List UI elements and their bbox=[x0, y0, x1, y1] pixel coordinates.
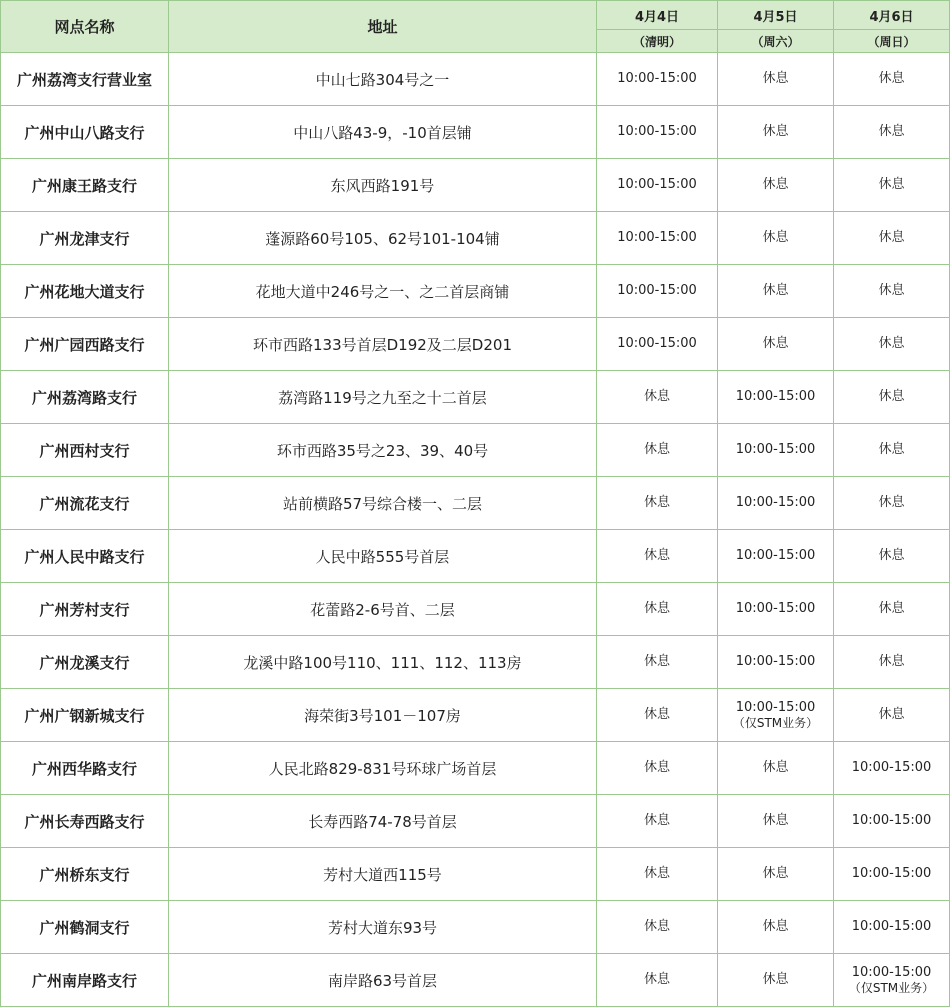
hours-day-3 bbox=[834, 583, 950, 636]
hours-day-2 bbox=[718, 583, 834, 636]
hours-value: 10:00-15:00 bbox=[851, 813, 932, 828]
hours-day-1 bbox=[597, 583, 718, 636]
hours-value: 10:00-15:00 bbox=[617, 124, 697, 139]
branch-name: 广州芳村支行 bbox=[1, 583, 169, 636]
branch-address: 花地大道中246号之一、之二首层商铺 bbox=[169, 265, 597, 318]
hours-day-3 bbox=[834, 848, 950, 901]
hours-day-1 bbox=[597, 371, 718, 424]
table-row bbox=[1, 954, 950, 1007]
hours-day-3 bbox=[834, 636, 950, 689]
hours-day-3 bbox=[834, 901, 950, 954]
header-branch-name: 网点名称 bbox=[1, 1, 169, 53]
header-date-apr4: 4月4日 bbox=[597, 1, 718, 30]
table-row bbox=[1, 901, 950, 954]
hours-value: 10:00-15:00 bbox=[617, 283, 697, 298]
hours-value: 10:00-15:00 bbox=[735, 699, 816, 715]
hours-value: 休息 bbox=[878, 654, 905, 669]
hours-day-1 bbox=[597, 212, 718, 265]
branch-name: 广州南岸路支行 bbox=[1, 954, 169, 1007]
hours-value: 休息 bbox=[878, 124, 905, 139]
table-row bbox=[1, 318, 950, 371]
hours-value: 10:00-15:00 bbox=[851, 760, 932, 775]
hours-day-2 bbox=[718, 901, 834, 954]
hours-value: 休息 bbox=[643, 707, 670, 722]
branch-name: 广州流花支行 bbox=[1, 477, 169, 530]
hours-value: 休息 bbox=[762, 972, 789, 987]
hours-value: 休息 bbox=[878, 283, 905, 298]
hours-day-1 bbox=[597, 106, 718, 159]
branch-address: 花蕾路2-6号首、二层 bbox=[169, 583, 597, 636]
table-row bbox=[1, 477, 950, 530]
hours-value: 10:00-15:00 bbox=[617, 71, 697, 86]
branch-name: 广州长寿西路支行 bbox=[1, 795, 169, 848]
branch-name: 广州鹤洞支行 bbox=[1, 901, 169, 954]
table-row bbox=[1, 212, 950, 265]
hours-day-2 bbox=[718, 265, 834, 318]
header-day-note-apr6: （周日） bbox=[834, 30, 950, 53]
hours-day-3 bbox=[834, 371, 950, 424]
branch-address: 南岸路63号首层 bbox=[169, 954, 597, 1007]
hours-value: 休息 bbox=[762, 866, 789, 881]
hours-value: 10:00-15:00 bbox=[735, 389, 816, 404]
hours-value: 休息 bbox=[878, 601, 905, 616]
table-header bbox=[1, 1, 950, 53]
service-note: （仅STM业务） bbox=[732, 715, 819, 730]
branch-address: 中山八路43-9，-10首层铺 bbox=[169, 106, 597, 159]
hours-value: 休息 bbox=[878, 707, 905, 722]
hours-value: 休息 bbox=[643, 654, 670, 669]
hours-value: 休息 bbox=[643, 919, 670, 934]
hours-day-2 bbox=[718, 530, 834, 583]
hours-day-3 bbox=[834, 318, 950, 371]
hours-day-3 bbox=[834, 742, 950, 795]
hours-day-3 bbox=[834, 424, 950, 477]
table-row bbox=[1, 371, 950, 424]
hours-day-2 bbox=[718, 636, 834, 689]
branch-name: 广州荔湾支行营业室 bbox=[1, 53, 169, 106]
hours-day-2 bbox=[718, 318, 834, 371]
hours-value: 休息 bbox=[762, 919, 789, 934]
hours-day-3 bbox=[834, 954, 950, 1007]
table-row bbox=[1, 265, 950, 318]
hours-day-1 bbox=[597, 53, 718, 106]
hours-value: 10:00-15:00 bbox=[851, 964, 932, 980]
branch-address: 龙溪中路100号110、111、112、113房 bbox=[169, 636, 597, 689]
hours-day-1 bbox=[597, 689, 718, 742]
branch-name: 广州龙津支行 bbox=[1, 212, 169, 265]
hours-value: 休息 bbox=[762, 177, 789, 192]
branch-address: 长寿西路74-78号首层 bbox=[169, 795, 597, 848]
table-row bbox=[1, 848, 950, 901]
hours-day-3 bbox=[834, 477, 950, 530]
table-row bbox=[1, 742, 950, 795]
hours-day-1 bbox=[597, 424, 718, 477]
hours-value: 休息 bbox=[878, 71, 905, 86]
hours-day-1 bbox=[597, 265, 718, 318]
hours-value: 休息 bbox=[643, 760, 670, 775]
hours-day-1 bbox=[597, 636, 718, 689]
branch-name: 广州桥东支行 bbox=[1, 848, 169, 901]
hours-day-2 bbox=[718, 212, 834, 265]
branch-name: 广州西村支行 bbox=[1, 424, 169, 477]
hours-day-1 bbox=[597, 901, 718, 954]
hours-value: 休息 bbox=[762, 124, 789, 139]
table-body bbox=[1, 53, 950, 1007]
hours-day-1 bbox=[597, 954, 718, 1007]
hours-day-2 bbox=[718, 742, 834, 795]
branch-name: 广州中山八路支行 bbox=[1, 106, 169, 159]
hours-day-1 bbox=[597, 477, 718, 530]
hours-value: 休息 bbox=[878, 336, 905, 351]
hours-value: 休息 bbox=[643, 601, 670, 616]
hours-value: 休息 bbox=[878, 442, 905, 457]
hours-value: 10:00-15:00 bbox=[851, 866, 932, 881]
branch-address: 人民北路829-831号环球广场首层 bbox=[169, 742, 597, 795]
header-address: 地址 bbox=[169, 1, 597, 53]
hours-value: 休息 bbox=[762, 813, 789, 828]
table-row bbox=[1, 636, 950, 689]
table-row bbox=[1, 689, 950, 742]
hours-value: 10:00-15:00 bbox=[735, 442, 816, 457]
hours-value: 10:00-15:00 bbox=[735, 601, 816, 616]
branch-name: 广州花地大道支行 bbox=[1, 265, 169, 318]
branch-address: 芳村大道西115号 bbox=[169, 848, 597, 901]
hours-value: 休息 bbox=[762, 336, 789, 351]
hours-day-3 bbox=[834, 106, 950, 159]
header-date-apr6: 4月6日 bbox=[834, 1, 950, 30]
hours-day-2 bbox=[718, 424, 834, 477]
branch-address: 荔湾路119号之九至之十二首层 bbox=[169, 371, 597, 424]
hours-day-2 bbox=[718, 159, 834, 212]
header-day-note-apr5: （周六） bbox=[718, 30, 834, 53]
hours-value: 10:00-15:00 bbox=[735, 495, 816, 510]
table-row bbox=[1, 530, 950, 583]
hours-value: 休息 bbox=[878, 495, 905, 510]
branch-name: 广州西华路支行 bbox=[1, 742, 169, 795]
hours-value: 休息 bbox=[643, 972, 670, 987]
hours-day-2 bbox=[718, 954, 834, 1007]
hours-day-3 bbox=[834, 265, 950, 318]
table-row bbox=[1, 106, 950, 159]
hours-day-3 bbox=[834, 689, 950, 742]
hours-value: 休息 bbox=[878, 548, 905, 563]
hours-value: 休息 bbox=[878, 230, 905, 245]
hours-day-3 bbox=[834, 212, 950, 265]
hours-value: 10:00-15:00 bbox=[617, 177, 697, 192]
branch-name: 广州广钢新城支行 bbox=[1, 689, 169, 742]
hours-day-1 bbox=[597, 848, 718, 901]
hours-day-2 bbox=[718, 477, 834, 530]
hours-value: 休息 bbox=[643, 813, 670, 828]
branch-address: 芳村大道东93号 bbox=[169, 901, 597, 954]
branch-address: 蓬源路60号105、62号101-104铺 bbox=[169, 212, 597, 265]
branch-name: 广州康王路支行 bbox=[1, 159, 169, 212]
hours-day-2 bbox=[718, 689, 834, 742]
table-row bbox=[1, 53, 950, 106]
hours-day-2 bbox=[718, 106, 834, 159]
header-day-note-apr4: （清明） bbox=[597, 30, 718, 53]
branch-address: 站前横路57号综合楼一、二层 bbox=[169, 477, 597, 530]
header-date-apr5: 4月5日 bbox=[718, 1, 834, 30]
branch-address: 中山七路304号之一 bbox=[169, 53, 597, 106]
hours-day-3 bbox=[834, 53, 950, 106]
table-row bbox=[1, 795, 950, 848]
hours-day-3 bbox=[834, 159, 950, 212]
hours-value: 10:00-15:00 bbox=[851, 919, 932, 934]
hours-day-1 bbox=[597, 795, 718, 848]
branch-name: 广州人民中路支行 bbox=[1, 530, 169, 583]
service-note: （仅STM业务） bbox=[848, 980, 935, 995]
hours-value: 休息 bbox=[762, 283, 789, 298]
branch-name: 广州龙溪支行 bbox=[1, 636, 169, 689]
hours-day-1 bbox=[597, 318, 718, 371]
hours-day-1 bbox=[597, 530, 718, 583]
hours-day-2 bbox=[718, 795, 834, 848]
hours-day-1 bbox=[597, 742, 718, 795]
hours-value: 休息 bbox=[643, 548, 670, 563]
branch-address: 海荣街3号101－107房 bbox=[169, 689, 597, 742]
branch-name: 广州广园西路支行 bbox=[1, 318, 169, 371]
table-row bbox=[1, 159, 950, 212]
table-row bbox=[1, 424, 950, 477]
hours-value: 休息 bbox=[643, 389, 670, 404]
hours-day-1 bbox=[597, 159, 718, 212]
table-row bbox=[1, 583, 950, 636]
hours-value: 10:00-15:00 bbox=[735, 654, 816, 669]
hours-value: 休息 bbox=[643, 442, 670, 457]
hours-value: 休息 bbox=[762, 760, 789, 775]
hours-day-2 bbox=[718, 371, 834, 424]
hours-value: 10:00-15:00 bbox=[617, 230, 697, 245]
hours-day-2 bbox=[718, 848, 834, 901]
branch-address: 人民中路555号首层 bbox=[169, 530, 597, 583]
hours-value: 休息 bbox=[762, 71, 789, 86]
hours-value: 10:00-15:00 bbox=[617, 336, 697, 351]
hours-value: 休息 bbox=[878, 389, 905, 404]
hours-value: 休息 bbox=[643, 495, 670, 510]
branch-address: 环市西路35号之23、39、40号 bbox=[169, 424, 597, 477]
branch-address: 环市西路133号首层D192及二层D201 bbox=[169, 318, 597, 371]
hours-value: 休息 bbox=[878, 177, 905, 192]
hours-day-3 bbox=[834, 795, 950, 848]
hours-value: 10:00-15:00 bbox=[735, 548, 816, 563]
hours-value: 休息 bbox=[762, 230, 789, 245]
branch-name: 广州荔湾路支行 bbox=[1, 371, 169, 424]
branch-address: 东风西路191号 bbox=[169, 159, 597, 212]
hours-day-3 bbox=[834, 530, 950, 583]
hours-day-2 bbox=[718, 53, 834, 106]
hours-value: 休息 bbox=[643, 866, 670, 881]
